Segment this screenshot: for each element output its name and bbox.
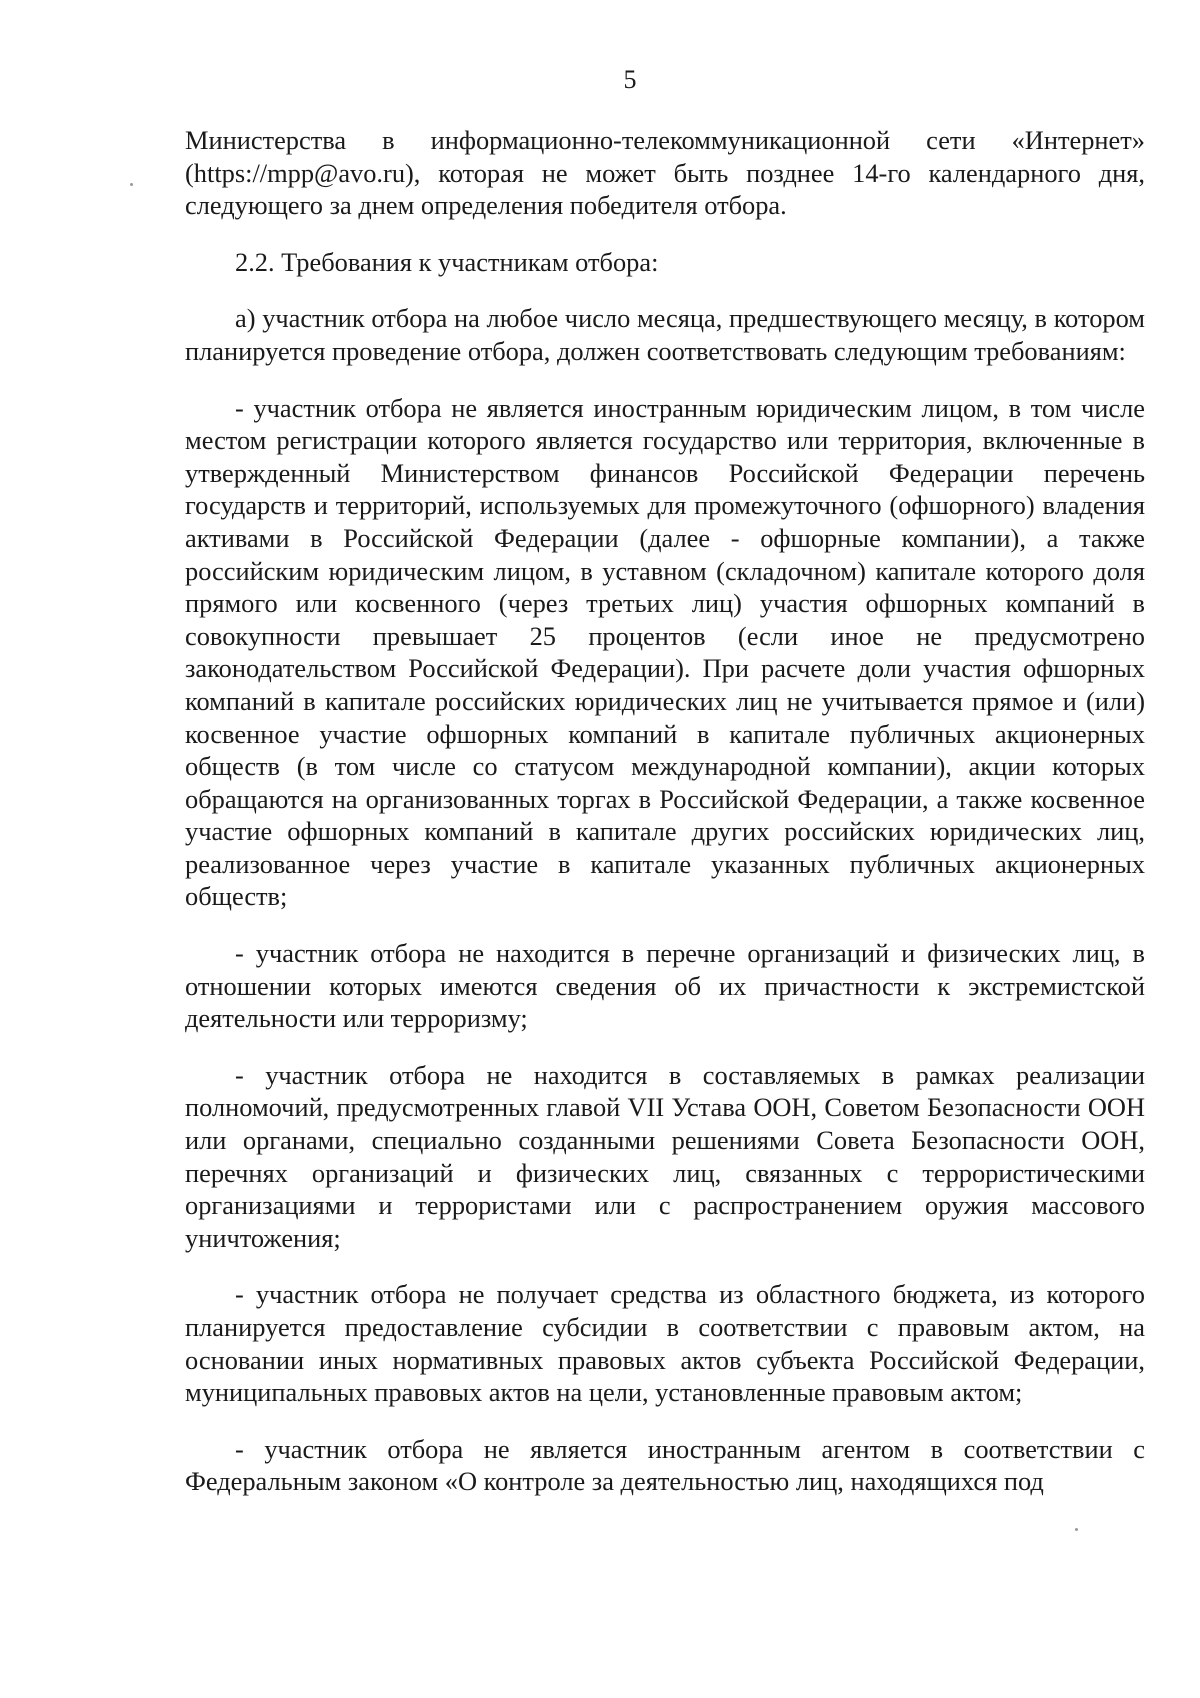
paragraph-offshore-requirement: - участник отбора не является иностранным юридическим лицом, в том числе местом регистрации которого является государство или территория, включенные в утвержденный Министерством финансов Российской Федерации перечень государств и территорий, используемых для промежуточного (офшорного) владения активами в Российской Федерации (далее - офшорные компании), а также российским юридическим лицом, в уставном (складочном) капитале которого доля прямого или косвенного (через третьих лиц) участия офшорных компаний в совокупности превышает 25 процентов (если иное не предусмотрено законодательством Российской Федерации). При расчете доли участия офшорных компаний в капитале российских юридических лиц не учитывается прямое и (или) косвенное участие офшорных компаний в капитале публичных акционерных обществ (в том числе со статусом международной компании), акции которых обращаются на организованных торгах в Российской Федерации, а также косвенное участие офшорных компаний в капитале других российских юридических лиц, реализованное через участие в капитале указанных публичных акционерных обществ; bbox=[185, 392, 1145, 912]
paragraph-extremism-requirement: - участник отбора не находится в перечне организаций и физических лиц, в отношении которых имеются сведения об их причастности к экстремистской деятельности или терроризму; bbox=[185, 938, 1145, 1034]
paragraph-requirement-a: а) участник отбора на любое число месяца, предшествующего месяцу, в котором планируется проведение отбора, должен соответствовать следующим требованиям: bbox=[185, 303, 1145, 366]
page-number: 5 bbox=[623, 65, 637, 94]
paragraph-un-sanctions-requirement: - участник отбора не находится в составляемых в рамках реализации полномочий, предусмотренных главой VII Устава ООН, Советом Безопасности ООН или органами, специально созданными решениями Совета Безопасности ООН, перечнях организаций и физических лиц, связанных с террористическими организациями и террористами или с распространением оружия массового уничтожения; bbox=[185, 1059, 1145, 1253]
paragraph-foreign-agent-requirement: - участник отбора не является иностранным агентом в соответствии с Федеральным законом «О контроле за деятельностью лиц, находящихся под bbox=[185, 1433, 1145, 1497]
paragraph-continuation: Министерства в информационно-телекоммуникационной сети «Интернет» (https://mpp@avo.ru), которая не может быть позднее 14-го календарного дня, следующего за днем определения победителя отбора. bbox=[185, 125, 1145, 221]
paragraph-budget-requirement: - участник отбора не получает средства из областного бюджета, из которого планируется предоставление субсидии в соответствии с правовым актом, на основании иных нормативных правовых актов субъекта Российской Федерации, муниципальных правовых актов на цели, установленные правовым актом; bbox=[185, 1279, 1145, 1408]
section-heading-2-2: 2.2. Требования к участникам отбора: bbox=[235, 246, 659, 277]
document-body bbox=[185, 124, 1145, 1522]
scan-speck-mark bbox=[1075, 1528, 1078, 1531]
scan-speck-mark bbox=[130, 183, 133, 186]
